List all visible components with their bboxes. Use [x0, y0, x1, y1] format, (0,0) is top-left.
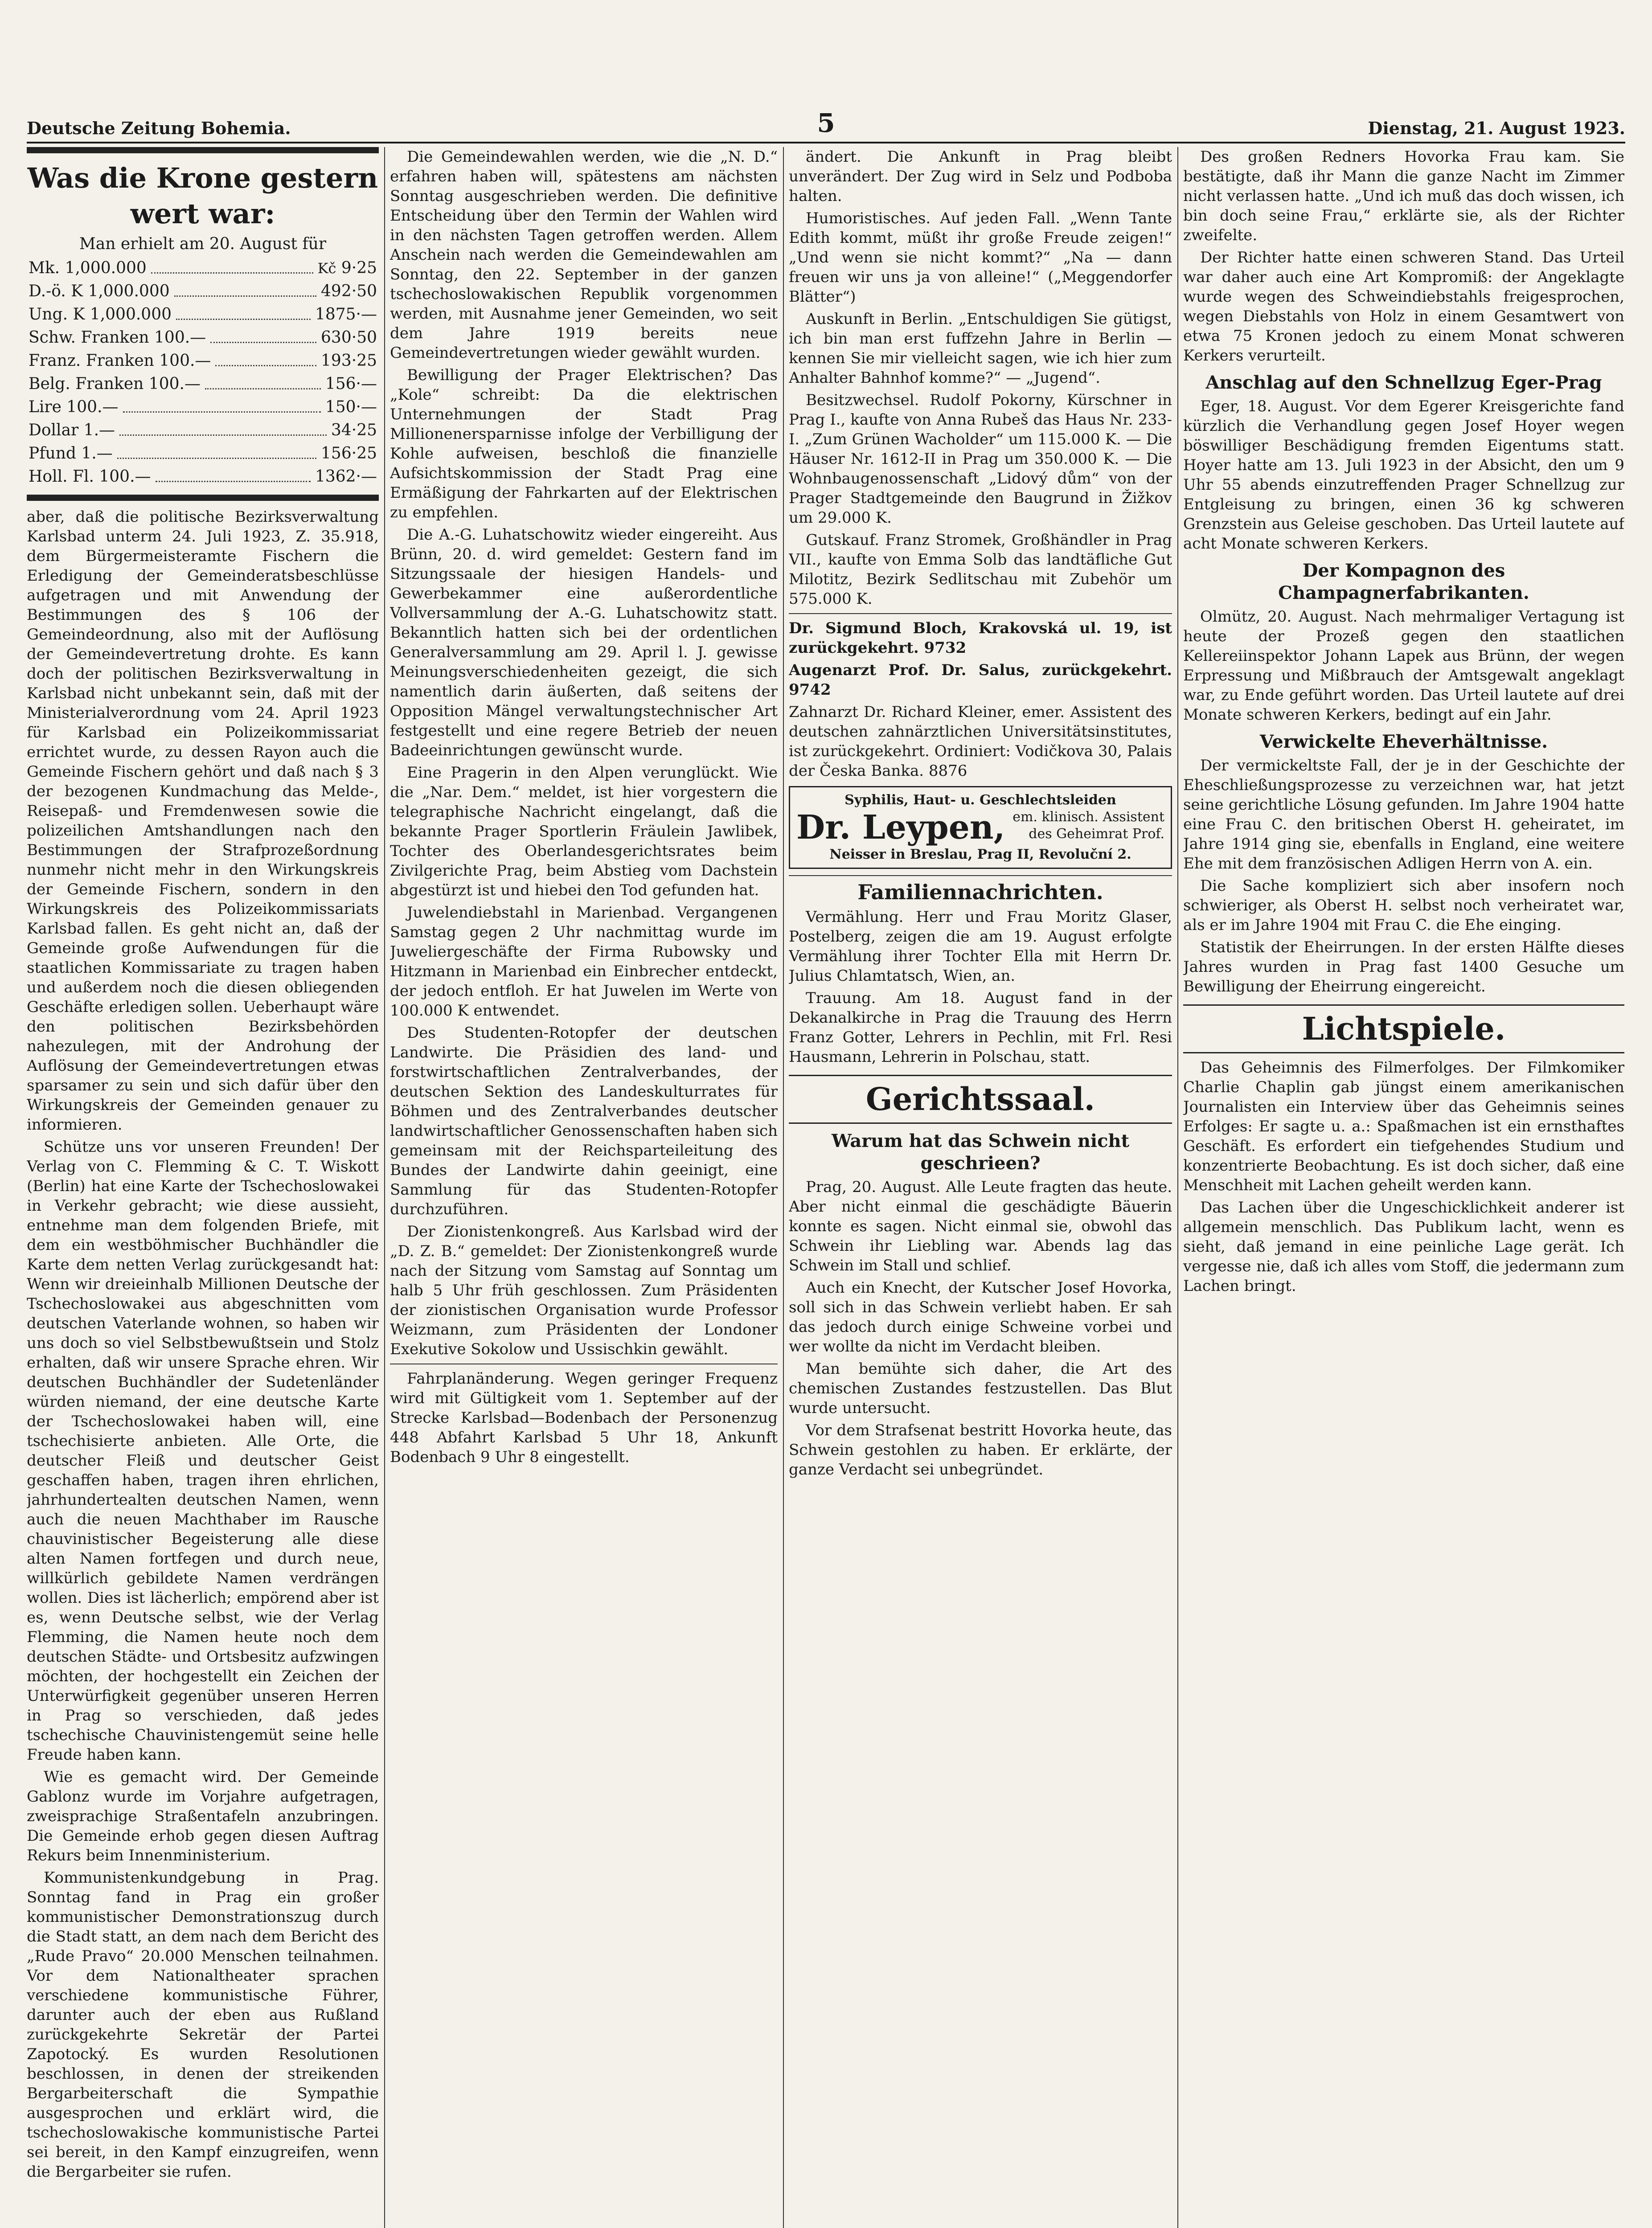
newspaper-name: Deutsche Zeitung Bohemia. [27, 118, 291, 138]
masthead-rule [27, 142, 1625, 143]
article-paragraph: Statistik der Eheirrungen. In der ersten Hälfte dieses Jahres wurden in Prag fast 1400 Gesuche um Bewilligung der Eheirrung eingereicht. [1183, 938, 1624, 995]
exchange-row: Lire 100.— 150·— [27, 396, 379, 419]
section-rule [789, 613, 1172, 614]
article-paragraph: Eine Pragerin in den Alpen verunglückt. Wie die „Nar. Dem.“ meldet, ist hier vorgestern die telegraphische Nachricht eingelangt, daß die bekannte Prager Sportlerin Fräulein Jawlibek, Tochter des Oberlandesgerichtsrates beim Zivilgerichte Prag, beim Abstieg vom Dachstein abgestürzt ist und hiebei den Tod gefunden hat. [390, 764, 778, 899]
article-paragraph: Bewilligung der Prager Elektrischen? Das „Kole“ schreibt: Da die elektrischen Unternehmungen der Stadt Prag Millionenersparnisse infolge der Verbilligung der Kohle aufweisen, beschloß die finanzielle Aufsichtskommission der Stadt Prag eine Ermäßigung der Fahrkarten auf der Elektrischen zu empfehlen. [390, 366, 778, 521]
exchange-row: Pfund 1.— 156·25 [27, 442, 379, 465]
article-paragraph: Der Richter hatte einen schweren Stand. Das Urteil war daher auch eine Art Kompromiß: der Angeklagte wurde wegen des Schweindiebstahls freigesprochen, wegen Diebstahls von Holz in einem Gesamtwert von etwa 75 Kronen jedoch zu einem Monat schweren Kerkers verurteilt. [1183, 249, 1624, 365]
column-1 [27, 147, 379, 2228]
exchange-subtitle: Man erhielt am 20. August für [79, 235, 327, 253]
article-paragraph: Gutskauf. Franz Stromek, Großhändler in Prag VII., kaufte von Emma Solb das landtäfliche Gut Milotitz, Bezirk Sedlitschau mit Zubehör um 575.000 K. [789, 531, 1172, 608]
article-paragraph: Kommunistenkundgebung in Prag. Sonntag fand in Prag ein großer kommunistischer Demonstrationszug durch die Stadt statt, an dem nach dem Bericht des „Rude Pravo“ 20.000 Menschen teilnahmen. Vor dem Nationaltheater sprachen verschiedene kommunistische Führer, darunter auch der eben aus Rußland zurückgekehrte Sekretär der Partei Zapotocký. Es wurden Resolutionen beschlossen, in denen der streikenden Bergarbeiterschaft die Sympathie ausgesprochen und erklärt wird, die tschechoslowakische kommunistische Partei sei bereit, in den Kampf einzugreifen, wenn die Bergarbeiter sie rufen. [27, 1869, 379, 2181]
exchange-row: Holl. Fl. 100.— 1362·— [27, 465, 379, 488]
exchange-row: Franz. Franken 100.— 193·25 [27, 349, 379, 373]
article-paragraph: Prag, 20. August. Alle Leute fragten das heute. Aber nicht einmal die geschädigte Bäuerin konnte es sagen. Nicht einmal sie, obwohl das Schwein ihr Liebling war. Abends lag das Schwein im Stall und schlief. [789, 1178, 1172, 1274]
article-paragraph: Des Studenten-Rotopfer der deutschen Landwirte. Die Präsidien des land- und forstwirtschaftlichen Zentralverbandes, der deutschen Sektion des Landeskulturrates für Böhmen und des Zentralverbandes deutscher landwirtschaftlicher Genossenschaften haben sich gemeinsam mit der Reichsparteileitung des Bundes der Landwirte dahin geeinigt, eine Sammlung für das Studenten-Rotopfer durchzuführen. [390, 1024, 778, 1218]
exchange-rates-box [27, 147, 379, 501]
article-paragraph: Vor dem Strafsenat bestritt Hovorka heute, das Schwein gestohlen zu haben. Er erklärte, der ganze Verdacht sei unbegründet. [789, 1421, 1172, 1479]
exchange-row: Belg. Franken 100.— 156·— [27, 373, 379, 396]
exchange-row: Ung. K 1,000.000 1875·— [27, 303, 379, 326]
article-paragraph: Auskunft in Berlin. „Entschuldigen Sie gütigst, ich bin man erst fuffzehn Jahre in Berlin — kennen Sie mir vielleicht sagen, wie ich hier zum Anhalter Bahnhof komme?“ — „Jugend“. [789, 310, 1172, 387]
exchange-row: D.-ö. K 1,000.000 492·50 [27, 280, 379, 303]
column-2 [390, 147, 778, 2228]
column-divider [783, 147, 784, 2228]
advertisement [789, 786, 1172, 869]
exchange-title: Was die Krone gestern wert war: [27, 162, 378, 230]
notice: Dr. Sigmund Bloch, Krakovská ul. 19, ist zurückgekehrt. 9732 [789, 619, 1172, 657]
section-heading-family: Familiennachrichten. [789, 875, 1172, 905]
column-divider [384, 147, 385, 2228]
article-paragraph: Humoristisches. Auf jeden Fall. „Wenn Tante Edith kommt, müßt ihr große Freude zeigen!“ „Und wenn sie nicht kommt?“ „Na — dann freuen wir uns ja von alleine!“ („Meggendorfer Blätter“) [789, 209, 1172, 306]
article-paragraph: Die Gemeindewahlen werden, wie die „N. D.“ erfahren haben will, spätestens am nächsten Sonntag ausgeschrieben werden. Die definitive Entscheidung über den Termin der Wahlen wird in den nächsten Tagen getroffen werden. Allem Anschein nach werden die Gemeindewahlen am Sonntag, den 22. September in der ganzen tschechoslowakischen Republik vorgenommen werden, mit Ausnahme jener Gemeinden, wo seit dem Jahre 1919 bereits neue Gemeindevertretungen wieder gewählt wurden. [390, 148, 778, 362]
ad-top-line: Syphilis, Haut- u. Geschlechtsleiden [844, 792, 1116, 808]
section-heading-cinema: Lichtspiele. [1183, 1004, 1624, 1053]
article-heading: Verwickelte Eheverhältnisse. [1259, 731, 1548, 752]
exchange-row: Mk. 1,000.000 Kč 9·25 [27, 257, 379, 280]
exchange-row: Dollar 1.— 34·25 [27, 419, 379, 442]
column-divider [1177, 147, 1178, 2228]
ad-name-row [796, 809, 1164, 846]
article-heading: Warum hat das Schwein nicht geschrieen? [831, 1130, 1130, 1174]
article-paragraph: Des großen Redners Hovorka Frau kam. Sie bestätigte, daß ihr Mann die ganze Nacht im Zimmer nicht verlassen hatte. „Und ich muß das doch wissen, ich bin doch seine Frau,“ erklärte sie, als der Richter zweifelte. [1183, 148, 1624, 244]
article-paragraph: Die A.-G. Luhatschowitz wieder eingereiht. Aus Brünn, 20. d. wird gemeldet: Gestern fand im Sitzungssaale der hiesigen Handels- und Gewerbekammer eine außerordentliche Vollversammlung der A.-G. Luhatschowitz statt. Bekanntlich hatten sich bei der ordentlichen Generalversammlung am 29. April l. J. gewisse Meinungsverschiedenheiten gezeigt, die sich namentlich darin äußerten, daß seitens der Opposition Mängel verwaltungstechnischer Art festgestellt und eine regere Betrieb der neuen Badeeinrichtungen gewünscht wurde. [390, 526, 778, 759]
section-heading-court: Gerichtssaal. [789, 1075, 1172, 1124]
exchange-row: Schw. Franken 100.— 630·50 [27, 326, 379, 349]
article-heading: Der Kompagnon des Champagnerfabrikanten. [1278, 560, 1529, 603]
article-paragraph: Der Zionistenkongreß. Aus Karlsbad wird der „D. Z. B.“ gemeldet: Der Zionistenkongreß wurde nach der Sitzung vom Samstag auf Sonntag um halb 5 Uhr früh geschlossen. Zum Präsidenten der zionistischen Organisation wurde Professor Weizmann, zum Präsidenten der Londoner Exekutive Sokolow und Ussischkin gewählt. [390, 1223, 778, 1358]
article-paragraph: Das Geheimnis des Filmerfolges. Der Filmkomiker Charlie Chaplin gab jüngst einem amerikanischen Journalisten ein Interview über das Geheimnis seines Erfolges: Er sagte u. a.: Spaßmachen ist ein ernsthaftes Geschäft. Es erfordert ein tiefgehendes Studium und konzentrierte Beobachtung. Es ist doch sicher, daß eine Menschheit mit Lachen geheilt werden kann. [1183, 1059, 1624, 1194]
column-4 [1183, 147, 1624, 2228]
article-paragraph: Olmütz, 20. August. Nach mehrmaliger Vertagung ist heute der Prozeß gegen den staatlichen Kellereiinspektor Johann Lapek aus Brünn, der wegen Erpressung und Mißbrauch der Amtsgewalt angeklagt war, zu Ende geführt worden. Das Urteil lautete auf drei Monate schweren Kerkers, bedingt auf ein Jahr. [1183, 608, 1624, 724]
column-3 [789, 147, 1172, 2228]
article-paragraph: Fahrplanänderung. Wegen geringer Frequenz wird mit Gültigkeit vom 1. September auf der Strecke Karlsbad—Bodenbach der Personenzug 448 Abfahrt Karlsbad 5 Uhr 18, Ankunft Bodenbach 9 Uhr 8 eingestellt. [390, 1370, 778, 1466]
article-paragraph: Schütze uns vor unseren Freunden! Der Verlag von C. Flemming & C. T. Wiskott (Berlin) hat eine Karte der Tschechoslowakei in Verkehr gebracht; wie diese aussieht, entnehme man dem folgenden Briefe, mit dem ein westböhmischer Buchhändler die Karte dem netten Verlag zurückgesandt hat: Wenn wir dreieinhalb Millionen Deutsche der Tschechoslowakei aus abgeschnitten vom deutschen Vaterlande wohnen, so haben wir uns doch so viel Selbstbewußtsein und Stolz erhalten, daß wir unsere Sprache ehren. Wir deutschen Buchhändler der Sudetenländer würden niemand, der eine deutsche Karte der Tschechoslowakei haben will, eine tschechisierte anbieten. Alle Orte, die deutscher Fleiß und deutscher Geist geschaffen haben, tragen ihren ehrlichen, jahrhundertealten deutschen Namen, wenn auch die neuen Machthaber im Rausche chauvinistischer Begeisterung alle diese alten Namen fortfegen und durch neue, willkürlich gebildete Namen verdrängen wollen. Dies ist lächerlich; empörend aber ist es, wenn Deutsche selbst, wie der Verlag Flemming, die Namen heute noch dem deutschen Städte- und Ortsbesitz aufzwingen möchten, der hochgestellt ein Zeichen der Unterwürfigkeit gegenüber unseren Herren in Prag so verschieden, daß jedes tschechische Chauvinistengemüt seine helle Freude haben kann. [27, 1138, 379, 1764]
article-paragraph: Auch ein Knecht, der Kutscher Josef Hovorka, soll sich in das Schwein verliebt haben. Er sah das jedoch durch einige Schweine vorbei und wer wollte da nicht im Verdacht bleiben. [789, 1279, 1172, 1356]
masthead [27, 102, 1625, 138]
article-paragraph: Vermählung. Herr und Frau Moritz Glaser, Postelberg, zeigen die am 19. August erfolgte Vermählung ihrer Tochter Ella mit Herrn Dr. Julius Chlamtatsch, Wien, an. [789, 908, 1172, 985]
article-paragraph: Die Sache kompliziert sich aber insofern noch schwieriger, als Oberst H. selbst noch verheiratet war, als er im Jahre 1904 mit Frau C. die Ehe einging. [1183, 877, 1624, 934]
article-paragraph: aber, daß die politische Bezirksverwaltung Karlsbad unterm 24. Juli 1923, Z. 35.918, dem Bürgermeisteramte Fischern die Erledigung der Gemeinderatsbeschlüsse aufgetragen und mit Anwendung der Bestimmungen des § 106 der Gemeindeordnung, also mit der Auflösung der Gemeindevertretung drohte. Es kann doch der politischen Bezirksverwaltung in Karlsbad nicht unbekannt sein, daß mit der Ministerialverordnung vom 24. April 1923 für Karlsbad ein Polizeikommissariat errichtet wurde, zu dessen Rayon auch die Gemeinde Fischern gehört und daß nach § 3 der bezogenen Kundmachung das Melde-, Reisepaß- und Fremdenwesen sowie die polizeilichen Amtshandlungen nach den Bestimmungen der Strafprozeßordnung nunmehr nicht mehr in den Wirkungskreis der Gemeinde Fischern, sondern in den Wirkungskreis des Polizeikommissariats Karlsbad fallen. Es geht nicht an, daß der Gemeinde große Aufwendungen für die staatlichen Kommissariate zu tragen haben und außerdem noch die diesen obliegenden Geschäfte erledigen sollen. Ueberhaupt wäre den politischen Bezirksbehörden nahezulegen, mit der Androhung der Auflösung der Gemeindevertretungen etwas sparsamer zu sein und sich dafür über den Wirkungskreis der Gemeinden genauer zu informieren. [27, 508, 379, 1134]
ad-credentials: em. klinisch. Assistent des Geheimrat Prof. [1013, 809, 1164, 842]
article-paragraph: Eger, 18. August. Vor dem Egerer Kreisgerichte fand kürzlich die Verhandlung gegen Josef Hoyer wegen böswilliger Beschädigung fremden Eigentums statt. Hoyer hatte am 13. Juli 1923 in der Absicht, den um 9 Uhr 55 abends einzutreffenden Prager Schnellzug zur Entgleisung zu bringen, einen 36 kg schweren Grenzstein aus Geleise geschoben. Das Urteil lautete auf acht Monate schweren Kerkers. [1183, 397, 1624, 553]
article-paragraph: Man bemühte sich daher, die Art des chemischen Zustandes festzustellen. Das Blut wurde untersucht. [789, 1360, 1172, 1417]
article-paragraph: Besitzwechsel. Rudolf Pokorny, Kürschner in Prag I., kaufte von Anna Rubeš das Haus Nr. 233-I. „Zum Grünen Wacholder“ um 115.000 K. — Die Häuser Nr. 1612-II in Prag um 350.000 K. — Die Wohnbaugenossenschaft „Lidový dům“ von der Prager Stadtgemeinde den Baugrund in Žižkov um 29.000 K. [789, 391, 1172, 527]
article-heading: Anschlag auf den Schnellzug Eger-Prag [1205, 372, 1602, 393]
article-paragraph: Trauung. Am 18. August fand in der Dekanalkirche in Prag die Trauung des Herrn Franz Gotter, Lehrers in Pechlin, mit Frl. Resi Hausmann, Lehrerin in Polschau, statt. [789, 989, 1172, 1066]
notice: Zahnarzt Dr. Richard Kleiner, emer. Assistent des deutschen zahnärztlichen Universitätsinstitutes, ist zurückgekehrt. Ordiniert: Vodičkova 30, Palais der Česka Banka. 8876 [789, 703, 1172, 780]
article-paragraph: Der vermickeltste Fall, der je in der Geschichte der Eheschließungsprozesse zu verzeichnen war, hat jetzt seine gerichtliche Lösung gefunden. Im Jahre 1904 hatte eine Frau C. den britischen Oberst H. geheiratet, im Jahre 1914 ging sie, ebenfalls in England, eine weitere Ehe mit dem französischen Adligen Herrn von A. ein. [1183, 757, 1624, 872]
article-paragraph: Wie es gemacht wird. Der Gemeinde Gablonz wurde im Vorjahre aufgetragen, zweisprachige Straßentafeln anzubringen. Die Gemeinde erhob gegen diesen Auftrag Rekurs beim Innenministerium. [27, 1768, 379, 1864]
notice: Augenarzt Prof. Dr. Salus, zurückgekehrt. 9742 [789, 661, 1172, 699]
ad-name: Dr. Leypen, [796, 808, 1005, 847]
article-paragraph: Das Lachen über die Ungeschicklichkeit anderer ist allgemein menschlich. Das Publikum lacht, wenn es sieht, daß jemand in eine peinliche Lage gerät. Ich vergesse nie, daß ich alles vom Stoff, die jedermann zum Lachen bringt. [1183, 1199, 1624, 1295]
currency-unit: Kč [317, 260, 336, 277]
article-paragraph: Juwelendiebstahl in Marienbad. Vergangenen Samstag gegen 2 Uhr nachmittag wurde im Juweliergeschäfte der Firma Rubowsky und Hitzmann in Marienbad ein Einbrecher entdeckt, der jedoch entfloh. Er hat Juwelen im Werte von 100.000 K entwendet. [390, 904, 778, 1020]
ad-address: Neisser in Breslau, Prag II, Revoluční 2. [829, 847, 1131, 862]
page-number: 5 [817, 108, 835, 138]
article-paragraph: ändert. Die Ankunft in Prag bleibt unverändert. Der Zug wird in Selz und Podboba halten. [789, 148, 1172, 205]
issue-date: Dienstag, 21. August 1923. [1368, 118, 1625, 138]
